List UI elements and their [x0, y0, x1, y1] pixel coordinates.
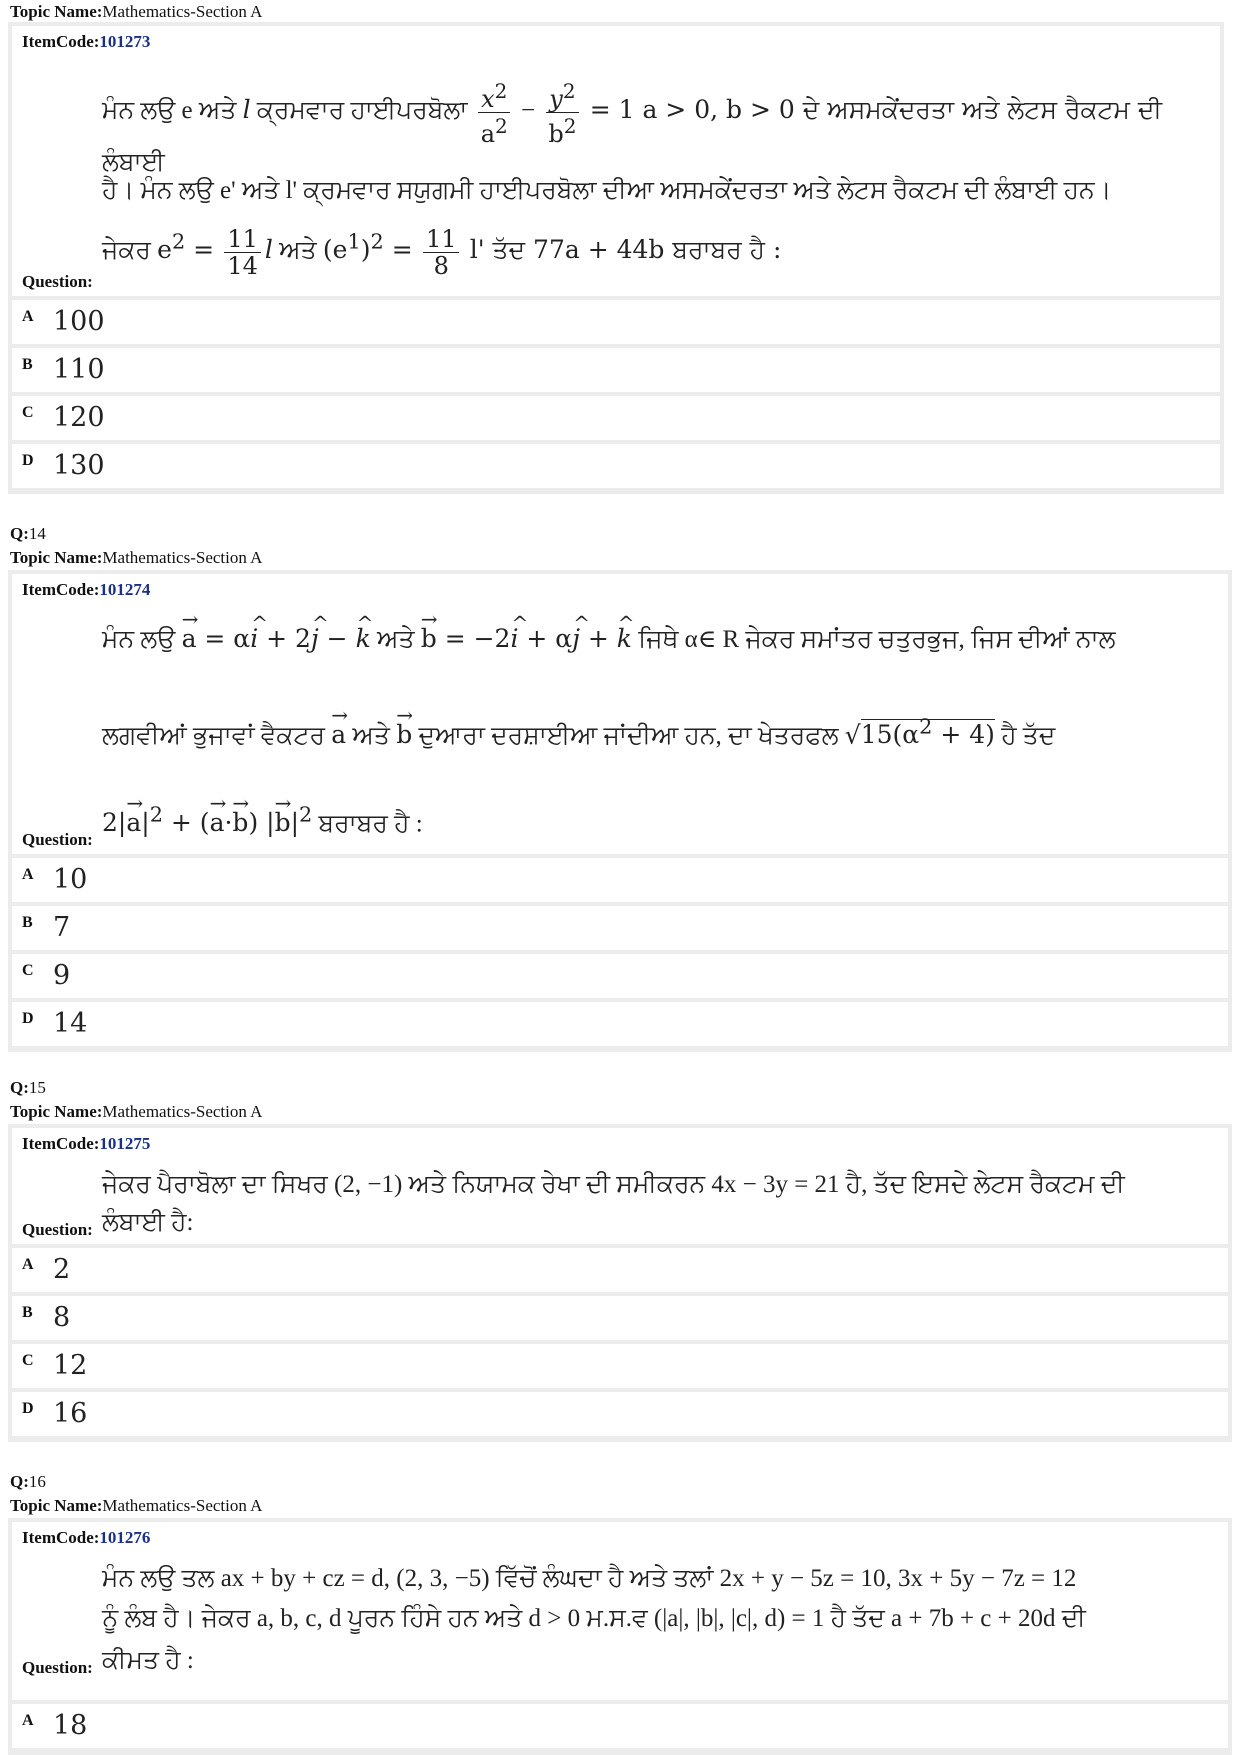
options-list [12, 1248, 1228, 1436]
option-c[interactable]: C 9 [12, 954, 1228, 998]
question-label: Question: [22, 1220, 93, 1239]
question-label: Question: [22, 830, 93, 849]
option-c[interactable]: C 12 [12, 1344, 1228, 1388]
topic-label: Topic Name: [10, 2, 103, 21]
question-line-3: ਕੀਮਤ ਹੈ : [102, 1647, 194, 1674]
option-b[interactable]: B 7 [12, 906, 1228, 950]
question-box-q16 [8, 1518, 1232, 1755]
question-body [12, 26, 1220, 296]
question-body [12, 574, 1228, 854]
option-d[interactable]: D 14 [12, 1002, 1228, 1046]
question-line-2: ਲਗਵੀਆਂ ਭੁਜਾਵਾਂ ਵੈਕਟਰ → a ਅਤੇ → b ਦੁਆਰਾ ਦਰਸ਼ਾਈਆ ਜਾਂਦੀਆ ਹਨ, ਦਾ ਖੇਤਰਫਲ $√15(\alpha^2 + 4)$ ਹੈ ਤੱਦ [102, 712, 1055, 751]
option-d[interactable]: D 130 [12, 444, 1220, 488]
topic-line-q15: Topic Name:Mathematics-Section A [10, 1102, 263, 1121]
question-label: Question: [22, 272, 93, 291]
question-line-1: ਜੇਕਰ ਪੈਰਾਬੋਲਾ ਦਾ ਸਿਖਰ (2, −1) ਅਤੇ ਨਿਯਾਮਕ ਰੇਖਾ ਦੀ ਸਮੀਕਰਨ 4x − 3y = 21 ਹੈ, ਤੱਦ ਇਸਦੇ ਲੇਟਸ ਰੈਕਟਮ ਦੀ [102, 1171, 1125, 1198]
question-box-q13 [8, 22, 1224, 494]
item-code: ItemCode:101275 [22, 1134, 151, 1153]
option-a[interactable]: A 100 [12, 300, 1220, 344]
question-number-q15: Q:15 [10, 1078, 46, 1097]
question-line-1: ਮੰਨ ਲਉ e ਅਤੇ l ਕ੍ਰਮਵਾਰ ਹਾਈਪਰਬੋਲਾ $\frac{x^2}{a^2}$ − $\frac{y^2}{b^2}$ = 1 a > 0, b > 0 ਦੇ ਅਸਮਕੇਂਦਰਤਾ ਅਤੇ ਲੇਟਸ ਰੈਕਟਮ ਦੀ ਲੰਬਾਈ [102, 79, 1163, 176]
question-line-1: ਮੰਨ ਲਉ → a = α^ i + 2^ j − ^ k ਅਤੇ → b = −2^ i + α^ j + ^ k ਜਿਥੇ α∈ R ਜੇਕਰ ਸਮਾਂਤਰ ਚਤੁਰਭੁਜ, ਜਿਸ ਦੀਆਂ ਨਾਲ [102, 624, 1116, 655]
question-box-q14 [8, 570, 1232, 1052]
question-line-1: ਮੰਨ ਲਉ ਤਲ ax + by + cz = d, (2, 3, −5) ਵਿੱਚੋਂ ਲੰਘਦਾ ਹੈ ਅਤੇ ਤਲਾਂ 2x + y − 5z = 10, 3x + 5y − 7z = 12 [102, 1565, 1077, 1592]
options-list [12, 300, 1220, 488]
question-line-2: ਲੰਬਾਈ ਹੈ: [102, 1209, 194, 1236]
item-code: ItemCode:101273 [22, 32, 151, 51]
topic-line-q13 [10, 2, 262, 22]
option-d[interactable]: D 16 [12, 1392, 1228, 1436]
item-code: ItemCode:101276 [22, 1528, 151, 1547]
question-body [12, 1522, 1228, 1700]
option-a[interactable]: A 2 [12, 1248, 1228, 1292]
topic-name: Mathematics-Section A [102, 2, 263, 21]
question-line-3: ਜੇਕਰ $e^2$ = $\frac{11}{14}$ l ਅਤੇ $(e^1)^2$ = $\frac{11}{8}$ l' ਤੱਦ 77a + 44b ਬਰਾਬਰ ਹੈ : [102, 225, 782, 280]
topic-line-q14: Topic Name:Mathematics-Section A [10, 548, 263, 567]
question-number-q16: Q:16 [10, 1472, 46, 1491]
question-label: Question: [22, 1658, 93, 1677]
option-b[interactable]: B 110 [12, 348, 1220, 392]
option-a[interactable]: A 18 [12, 1704, 1228, 1748]
question-number-q14: Q:14 [10, 524, 46, 543]
options-list [12, 858, 1228, 1046]
question-line-3: $2|\to a|^2$ + (→ a·→ b) |→ $b|^2$ ਬਰਾਬਰ ਹੈ : [102, 800, 423, 839]
options-list [12, 1704, 1228, 1748]
question-box-q15 [8, 1124, 1232, 1442]
question-line-2: ਨੂੰ ਲੰਬ ਹੈ। ਜੇਕਰ a, b, c, d ਪੂਰਨ ਹਿੰਸੇ ਹਨ ਅਤੇ d > 0 ਮ.ਸ.ਵ (|a|, |b|, |c|, d) = 1 ਹੈ ਤੱਦ a + 7b + c + 20d ਦੀ [102, 1605, 1086, 1632]
topic-line-q16: Topic Name:Mathematics-Section A [10, 1496, 263, 1515]
item-code: ItemCode:101274 [22, 580, 151, 599]
option-a[interactable]: A 10 [12, 858, 1228, 902]
question-line-2: ਹੈ। ਮੰਨ ਲਉ e' ਅਤੇ l' ਕ੍ਰਮਵਾਰ ਸਯੁਗਮੀ ਹਾਈਪਰਬੋਲਾ ਦੀਆ ਅਸਮਕੇਂਦਰਤਾ ਅਤੇ ਲੇਟਸ ਰੈਕਟਮ ਦੀ ਲੰਬਾਈ ਹਨ। [102, 177, 1112, 204]
question-body [12, 1128, 1228, 1244]
option-b[interactable]: B 8 [12, 1296, 1228, 1340]
option-c[interactable]: C 120 [12, 396, 1220, 440]
